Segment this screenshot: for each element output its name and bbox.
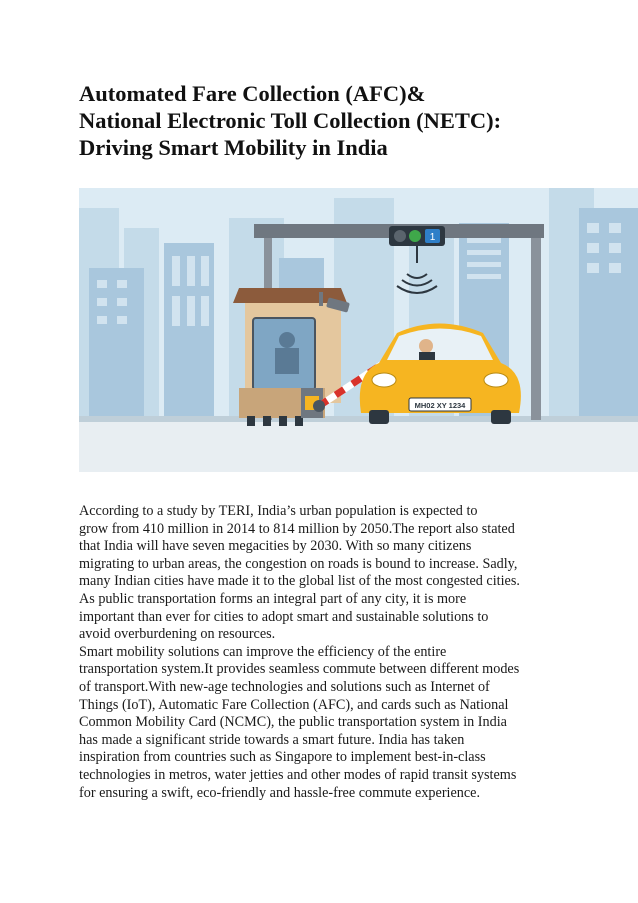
- body-line: As public transportation forms an integral part of any city, it is more: [79, 590, 467, 607]
- body-line: has made a significant stride towards a smart future. India has taken: [79, 731, 465, 748]
- body-line: migrating to urban areas, the congestion on roads is bound to increase. Sadly,: [79, 555, 518, 572]
- body-line: transportation system.It provides seamless commute between different modes: [79, 661, 520, 678]
- body-line: According to a study by TERI, India’s urban population is expected to: [79, 503, 478, 519]
- body-line: grow from 410 million in 2014 to 814 million by 2050.The report also stated: [79, 520, 515, 537]
- body-line: Smart mobility solutions can improve the efficiency of the entire: [79, 643, 447, 660]
- body-line: avoid overburdening on resources.: [79, 626, 276, 643]
- body-line: for ensuring a swift, eco-friendly and hassle-free commute experience.: [79, 784, 481, 801]
- body-line: that India will have seven megacities by 2030. With so many citizens: [79, 538, 472, 555]
- toll-plaza-illustration: [79, 188, 638, 472]
- body-line: important than ever for cities to adopt smart and sustainable solutions to: [79, 608, 489, 625]
- body-line: Things (IoT), Automatic Fare Collection (AFC), and cards such as National: [79, 696, 509, 713]
- signal-lane-number: 1: [429, 232, 436, 243]
- body-line: many Indian cities have made it to the global list of the most congested cities.: [79, 573, 520, 590]
- article-body: [79, 503, 579, 802]
- title-line-3: Driving Smart Mobility in India: [79, 135, 388, 160]
- body-line: technologies in metros, water jetties and other modes of rapid transit systems: [79, 766, 517, 783]
- traffic-signal-icon: [389, 226, 445, 246]
- body-line: of transport.With new-age technologies and solutions such as Internet of: [79, 678, 490, 695]
- title-line-1: Automated Fare Collection (AFC)&: [79, 81, 426, 106]
- body-line: inspiration from countries such as Singapore to implement best-in-class: [79, 749, 486, 766]
- license-plate: MH02 XY 1234: [414, 401, 466, 410]
- page-title: [79, 80, 619, 161]
- toll-plaza-scene: [79, 188, 638, 472]
- title-line-2: National Electronic Toll Collection (NETC):: [79, 108, 502, 133]
- body-line: Common Mobility Card (NCMC), the public transportation system in India: [79, 714, 507, 731]
